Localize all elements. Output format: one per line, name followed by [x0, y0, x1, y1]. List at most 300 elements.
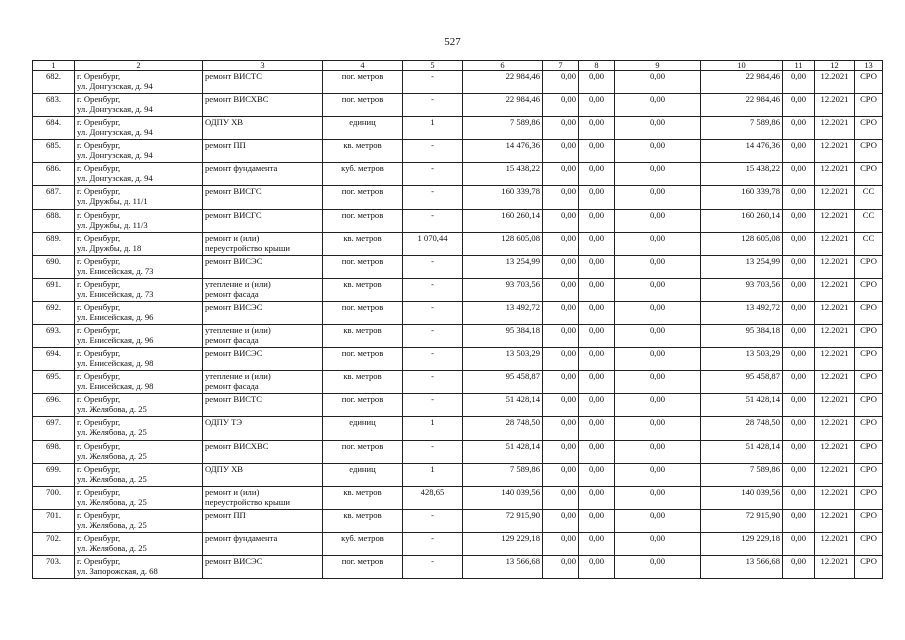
value-cell-text: 0,00 — [649, 163, 666, 174]
page-number: 527 — [444, 36, 461, 48]
table-row — [33, 278, 883, 301]
value-cell-text: 0,00 — [588, 486, 605, 497]
value-cell-text: 0,00 — [649, 509, 666, 520]
value-cell — [579, 71, 615, 94]
work-type-cell — [203, 417, 323, 440]
address-cell-text: ул. Желябова, д. 25 — [77, 519, 147, 530]
value-cell — [543, 509, 579, 532]
row-number — [33, 417, 75, 440]
address-cell — [75, 325, 203, 348]
cost-cell-text: 22 984,46 — [505, 71, 540, 81]
quantity-cell — [403, 509, 463, 532]
column-header: 8 — [579, 61, 615, 71]
total-cell-text: 13 254,99 — [745, 255, 780, 266]
cost-cell-text: 160 339,78 — [501, 186, 540, 197]
cost-cell-text: 72 915,90 — [505, 509, 540, 520]
value-cell — [615, 394, 701, 417]
date-cell-text: 12.2021 — [820, 117, 849, 128]
work-type-cell-text: ремонт ПП — [205, 140, 246, 151]
row-number — [33, 509, 75, 532]
work-type-cell — [203, 140, 323, 163]
value-cell — [579, 163, 615, 186]
unit-cell — [323, 417, 403, 440]
value-cell — [579, 325, 615, 348]
cost-cell-text: 95 384,18 — [505, 325, 540, 336]
quantity-cell — [403, 71, 463, 94]
date-cell — [815, 94, 855, 117]
value-cell-text: 0,00 — [790, 94, 807, 105]
table-row — [33, 348, 883, 371]
value-cell-text: 0,00 — [790, 255, 807, 266]
quantity-cell-text: - — [431, 348, 434, 359]
value-cell-text: 0,00 — [588, 371, 605, 382]
value-cell-text: 0,00 — [649, 440, 666, 451]
total-cell-text: 15 438,22 — [745, 163, 780, 174]
cost-cell-text: 95 458,87 — [505, 371, 540, 382]
work-type-cell-text: ремонт фасада — [205, 381, 259, 392]
cost-cell-text: 128 605,08 — [501, 232, 540, 243]
unit-cell-text: единиц — [349, 417, 376, 428]
unit-cell — [323, 463, 403, 486]
unit-cell — [323, 94, 403, 117]
value-cell-text: 0,00 — [649, 278, 666, 289]
method-cell-text: СРО — [860, 301, 877, 312]
value-cell-text: 0,00 — [560, 301, 576, 312]
unit-cell — [323, 140, 403, 163]
cost-cell-text: 140 039,56 — [501, 486, 540, 497]
value-cell-text: 0,00 — [588, 325, 605, 336]
method-cell — [855, 532, 883, 555]
value-cell-text: 0,00 — [588, 71, 605, 81]
unit-cell — [323, 509, 403, 532]
total-cell — [701, 417, 783, 440]
value-cell — [615, 463, 701, 486]
total-cell-text: 128 605,08 — [741, 232, 780, 243]
value-cell-text: 0,00 — [790, 71, 807, 81]
value-cell — [543, 140, 579, 163]
quantity-cell — [403, 463, 463, 486]
value-cell-text: 0,00 — [649, 94, 666, 105]
total-cell-text: 22 984,46 — [745, 94, 780, 105]
value-cell-text: 0,00 — [649, 117, 666, 128]
value-cell-text: 0,00 — [649, 532, 666, 543]
address-cell-text: г. Оренбург, — [77, 532, 121, 543]
work-type-cell-text: ремонт ВИСГС — [205, 186, 262, 197]
address-cell-text: г. Оренбург, — [77, 555, 121, 566]
total-cell-text: 160 339,78 — [741, 186, 780, 197]
value-cell-text: 0,00 — [588, 463, 605, 474]
method-cell-text: СС — [862, 232, 875, 243]
value-cell-text: 0,00 — [790, 232, 807, 243]
value-cell — [579, 509, 615, 532]
address-cell — [75, 255, 203, 278]
total-cell — [701, 278, 783, 301]
date-cell-text: 12.2021 — [820, 555, 849, 566]
value-cell-text: 0,00 — [790, 301, 807, 312]
address-cell-text: ул. Желябова, д. 25 — [77, 450, 147, 461]
unit-cell-text: единиц — [349, 463, 376, 474]
value-cell-text: 0,00 — [790, 348, 807, 359]
total-cell — [701, 463, 783, 486]
unit-cell-text: пог. метров — [341, 209, 384, 220]
cost-cell — [463, 463, 543, 486]
value-cell — [579, 94, 615, 117]
column-header: 10 — [701, 61, 783, 71]
address-cell-text: ул. Запорожская, д. 68 — [77, 565, 158, 576]
cost-cell-text: 13 566,68 — [505, 555, 540, 566]
row-number-text: 692. — [45, 301, 62, 312]
total-cell-text: 13 503,29 — [745, 348, 780, 359]
value-cell — [543, 325, 579, 348]
value-cell — [543, 555, 579, 578]
quantity-cell-text: - — [431, 532, 434, 543]
date-cell — [815, 140, 855, 163]
cost-cell-text: 51 428,14 — [505, 394, 540, 405]
work-type-cell — [203, 255, 323, 278]
work-type-cell — [203, 371, 323, 394]
value-cell-text: 0,00 — [588, 394, 605, 405]
work-type-cell-text: ремонт ВИСЭС — [205, 348, 263, 359]
date-cell — [815, 186, 855, 209]
work-type-cell — [203, 555, 323, 578]
quantity-cell — [403, 440, 463, 463]
row-number — [33, 371, 75, 394]
unit-cell-text: пог. метров — [341, 394, 384, 405]
address-cell — [75, 394, 203, 417]
total-cell-text: 95 384,18 — [745, 325, 780, 336]
unit-cell — [323, 394, 403, 417]
table-row — [33, 325, 883, 348]
address-cell-text: ул. Желябова, д. 25 — [77, 496, 147, 507]
unit-cell — [323, 232, 403, 255]
address-cell — [75, 371, 203, 394]
work-type-cell-text: ремонт ВИСГС — [205, 209, 262, 220]
value-cell-text: 0,00 — [560, 440, 576, 451]
value-cell — [615, 509, 701, 532]
cost-cell — [463, 71, 543, 94]
row-number-text: 697. — [45, 417, 62, 428]
value-cell — [783, 348, 815, 371]
address-cell-text: г. Оренбург, — [77, 509, 121, 520]
date-cell — [815, 278, 855, 301]
method-cell-text: СРО — [860, 555, 877, 566]
value-cell-text: 0,00 — [588, 117, 605, 128]
quantity-cell — [403, 117, 463, 140]
date-cell — [815, 348, 855, 371]
total-cell — [701, 71, 783, 94]
value-cell — [615, 232, 701, 255]
value-cell — [783, 509, 815, 532]
row-number — [33, 232, 75, 255]
method-cell — [855, 301, 883, 324]
cost-cell — [463, 209, 543, 232]
method-cell-text: СС — [862, 209, 875, 220]
table-row — [33, 117, 883, 140]
value-cell-text: 0,00 — [790, 417, 807, 428]
method-cell — [855, 278, 883, 301]
address-cell — [75, 278, 203, 301]
value-cell-text: 0,00 — [560, 163, 576, 174]
date-cell — [815, 440, 855, 463]
value-cell-text: 0,00 — [649, 209, 666, 220]
quantity-cell — [403, 486, 463, 509]
column-header: 7 — [543, 61, 579, 71]
cost-cell — [463, 140, 543, 163]
quantity-cell — [403, 371, 463, 394]
unit-cell — [323, 117, 403, 140]
unit-cell-text: пог. метров — [341, 301, 384, 312]
row-number-text: 696. — [45, 394, 62, 405]
method-cell-text: СРО — [860, 486, 877, 497]
work-type-cell-text: утепление и (или) — [205, 325, 271, 336]
method-cell-text: СРО — [860, 532, 877, 543]
total-cell-text: 140 039,56 — [741, 486, 780, 497]
value-cell-text: 0,00 — [560, 532, 576, 543]
address-cell-text: ул. Желябова, д. 25 — [77, 542, 147, 553]
address-cell-text: г. Оренбург, — [77, 325, 121, 336]
value-cell — [543, 278, 579, 301]
cost-cell-text: 93 703,56 — [505, 278, 540, 289]
total-cell — [701, 94, 783, 117]
date-cell — [815, 417, 855, 440]
unit-cell — [323, 163, 403, 186]
value-cell-text: 0,00 — [560, 463, 576, 474]
total-cell — [701, 301, 783, 324]
address-cell — [75, 94, 203, 117]
total-cell — [701, 163, 783, 186]
quantity-cell-text: 1 070,44 — [417, 232, 448, 243]
method-cell — [855, 509, 883, 532]
date-cell — [815, 163, 855, 186]
work-type-cell — [203, 94, 323, 117]
date-cell — [815, 71, 855, 94]
value-cell-text: 0,00 — [649, 371, 666, 382]
method-cell-text: СРО — [860, 71, 877, 81]
quantity-cell — [403, 555, 463, 578]
date-cell-text: 12.2021 — [820, 509, 849, 520]
total-cell-text: 13 566,68 — [745, 555, 780, 566]
value-cell — [579, 555, 615, 578]
row-number — [33, 209, 75, 232]
column-header: 1 — [33, 61, 75, 71]
total-cell — [701, 394, 783, 417]
value-cell-text: 0,00 — [588, 278, 605, 289]
row-number-text: 694. — [45, 348, 62, 359]
value-cell-text: 0,00 — [560, 71, 576, 81]
method-cell — [855, 555, 883, 578]
table-row — [33, 371, 883, 394]
work-type-cell — [203, 463, 323, 486]
quantity-cell — [403, 163, 463, 186]
quantity-cell — [403, 417, 463, 440]
row-number-text: 693. — [45, 325, 62, 336]
method-cell-text: СРО — [860, 371, 877, 382]
column-header: 9 — [615, 61, 701, 71]
address-cell-text: ул. Донгузская, д. 94 — [77, 104, 153, 115]
quantity-cell-text: - — [431, 71, 434, 81]
cost-cell — [463, 255, 543, 278]
value-cell — [543, 371, 579, 394]
quantity-cell — [403, 278, 463, 301]
value-cell-text: 0,00 — [560, 209, 576, 220]
value-cell-text: 0,00 — [560, 348, 576, 359]
value-cell — [579, 117, 615, 140]
total-cell — [701, 140, 783, 163]
address-cell — [75, 163, 203, 186]
quantity-cell — [403, 94, 463, 117]
quantity-cell-text: - — [431, 255, 434, 266]
work-type-cell-text: ОДПУ ХВ — [205, 117, 244, 128]
value-cell — [783, 394, 815, 417]
cost-cell — [463, 348, 543, 371]
table-row — [33, 532, 883, 555]
value-cell — [543, 417, 579, 440]
column-header: 6 — [463, 61, 543, 71]
unit-cell — [323, 278, 403, 301]
address-cell-text: ул. Донгузская, д. 94 — [77, 173, 153, 184]
value-cell — [783, 94, 815, 117]
total-cell — [701, 325, 783, 348]
cost-cell — [463, 440, 543, 463]
unit-cell — [323, 209, 403, 232]
method-cell — [855, 371, 883, 394]
address-cell-text: ул. Енисейская, д. 73 — [77, 265, 154, 276]
value-cell — [579, 440, 615, 463]
row-number-text: 695. — [45, 371, 62, 382]
value-cell — [783, 71, 815, 94]
value-cell-text: 0,00 — [588, 417, 605, 428]
method-cell — [855, 140, 883, 163]
total-cell — [701, 371, 783, 394]
total-cell-text: 93 703,56 — [745, 278, 780, 289]
method-cell — [855, 417, 883, 440]
address-cell-text: ул. Донгузская, д. 94 — [77, 81, 153, 91]
address-cell-text: г. Оренбург, — [77, 440, 121, 451]
value-cell — [579, 232, 615, 255]
method-cell-text: СРО — [860, 140, 877, 151]
address-cell — [75, 209, 203, 232]
address-cell-text: ул. Енисейская, д. 73 — [77, 288, 154, 299]
row-number — [33, 325, 75, 348]
value-cell-text: 0,00 — [790, 278, 807, 289]
work-type-cell-text: ремонт фундамента — [205, 532, 278, 543]
unit-cell-text: пог. метров — [341, 71, 384, 81]
value-cell-text: 0,00 — [790, 463, 807, 474]
cost-cell — [463, 509, 543, 532]
value-cell — [543, 301, 579, 324]
method-cell — [855, 71, 883, 94]
date-cell-text: 12.2021 — [820, 186, 849, 197]
value-cell-text: 0,00 — [588, 186, 605, 197]
row-number-text: 690. — [45, 255, 62, 266]
value-cell — [579, 301, 615, 324]
row-number — [33, 117, 75, 140]
method-cell-text: СРО — [860, 463, 877, 474]
column-header: 5 — [403, 61, 463, 71]
unit-cell — [323, 186, 403, 209]
cost-cell — [463, 325, 543, 348]
total-cell-text: 72 915,90 — [745, 509, 780, 520]
work-type-cell — [203, 394, 323, 417]
address-cell-text: ул. Енисейская, д. 98 — [77, 381, 154, 392]
date-cell-text: 12.2021 — [820, 278, 849, 289]
value-cell-text: 0,00 — [560, 232, 576, 243]
address-cell — [75, 301, 203, 324]
row-number — [33, 348, 75, 371]
cost-cell — [463, 532, 543, 555]
value-cell — [543, 463, 579, 486]
quantity-cell-text: - — [431, 209, 434, 220]
value-cell-text: 0,00 — [560, 417, 576, 428]
address-cell — [75, 440, 203, 463]
date-cell-text: 12.2021 — [820, 325, 849, 336]
value-cell — [543, 209, 579, 232]
row-number-text: 689. — [45, 232, 62, 243]
unit-cell-text: кв. метров — [343, 232, 382, 243]
value-cell-text: 0,00 — [588, 509, 605, 520]
work-type-cell-text: переустройство крыши — [205, 496, 290, 507]
work-type-cell — [203, 325, 323, 348]
quantity-cell-text: 1 — [430, 117, 435, 128]
work-type-cell — [203, 301, 323, 324]
value-cell-text: 0,00 — [790, 509, 807, 520]
work-type-cell — [203, 71, 323, 94]
address-cell — [75, 509, 203, 532]
cost-cell-text: 160 260,14 — [501, 209, 540, 220]
row-number — [33, 301, 75, 324]
value-cell — [615, 348, 701, 371]
address-cell-text: г. Оренбург, — [77, 394, 121, 405]
unit-cell-text: кв. метров — [343, 278, 382, 289]
method-cell — [855, 463, 883, 486]
quantity-cell-text: - — [431, 278, 434, 289]
value-cell-text: 0,00 — [588, 163, 605, 174]
column-header: 11 — [783, 61, 815, 71]
value-cell-text: 0,00 — [588, 209, 605, 220]
method-cell-text: СРО — [860, 509, 877, 520]
value-cell-text: 0,00 — [588, 532, 605, 543]
value-cell — [543, 440, 579, 463]
total-cell — [701, 440, 783, 463]
cost-cell-text: 7 589,86 — [509, 117, 540, 128]
value-cell-text: 0,00 — [588, 140, 605, 151]
address-cell-text: г. Оренбург, — [77, 301, 121, 312]
value-cell — [543, 532, 579, 555]
unit-cell-text: пог. метров — [341, 186, 384, 197]
column-header: 2 — [75, 61, 203, 71]
row-number-text: 703. — [45, 555, 62, 566]
value-cell — [615, 117, 701, 140]
unit-cell — [323, 301, 403, 324]
cost-cell-text: 28 748,50 — [505, 417, 540, 428]
work-type-cell — [203, 186, 323, 209]
method-cell-text: СРО — [860, 394, 877, 405]
value-cell-text: 0,00 — [560, 186, 576, 197]
address-cell-text: г. Оренбург, — [77, 371, 121, 382]
value-cell-text: 0,00 — [560, 255, 576, 266]
cost-cell — [463, 94, 543, 117]
address-cell-text: г. Оренбург, — [77, 255, 121, 266]
value-cell — [543, 486, 579, 509]
cost-cell-text: 22 984,46 — [505, 94, 540, 105]
date-cell-text: 12.2021 — [820, 394, 849, 405]
row-number — [33, 486, 75, 509]
value-cell-text: 0,00 — [649, 463, 666, 474]
value-cell — [615, 163, 701, 186]
total-cell-text: 51 428,14 — [745, 440, 780, 451]
date-cell-text: 12.2021 — [820, 301, 849, 312]
value-cell-text: 0,00 — [649, 255, 666, 266]
